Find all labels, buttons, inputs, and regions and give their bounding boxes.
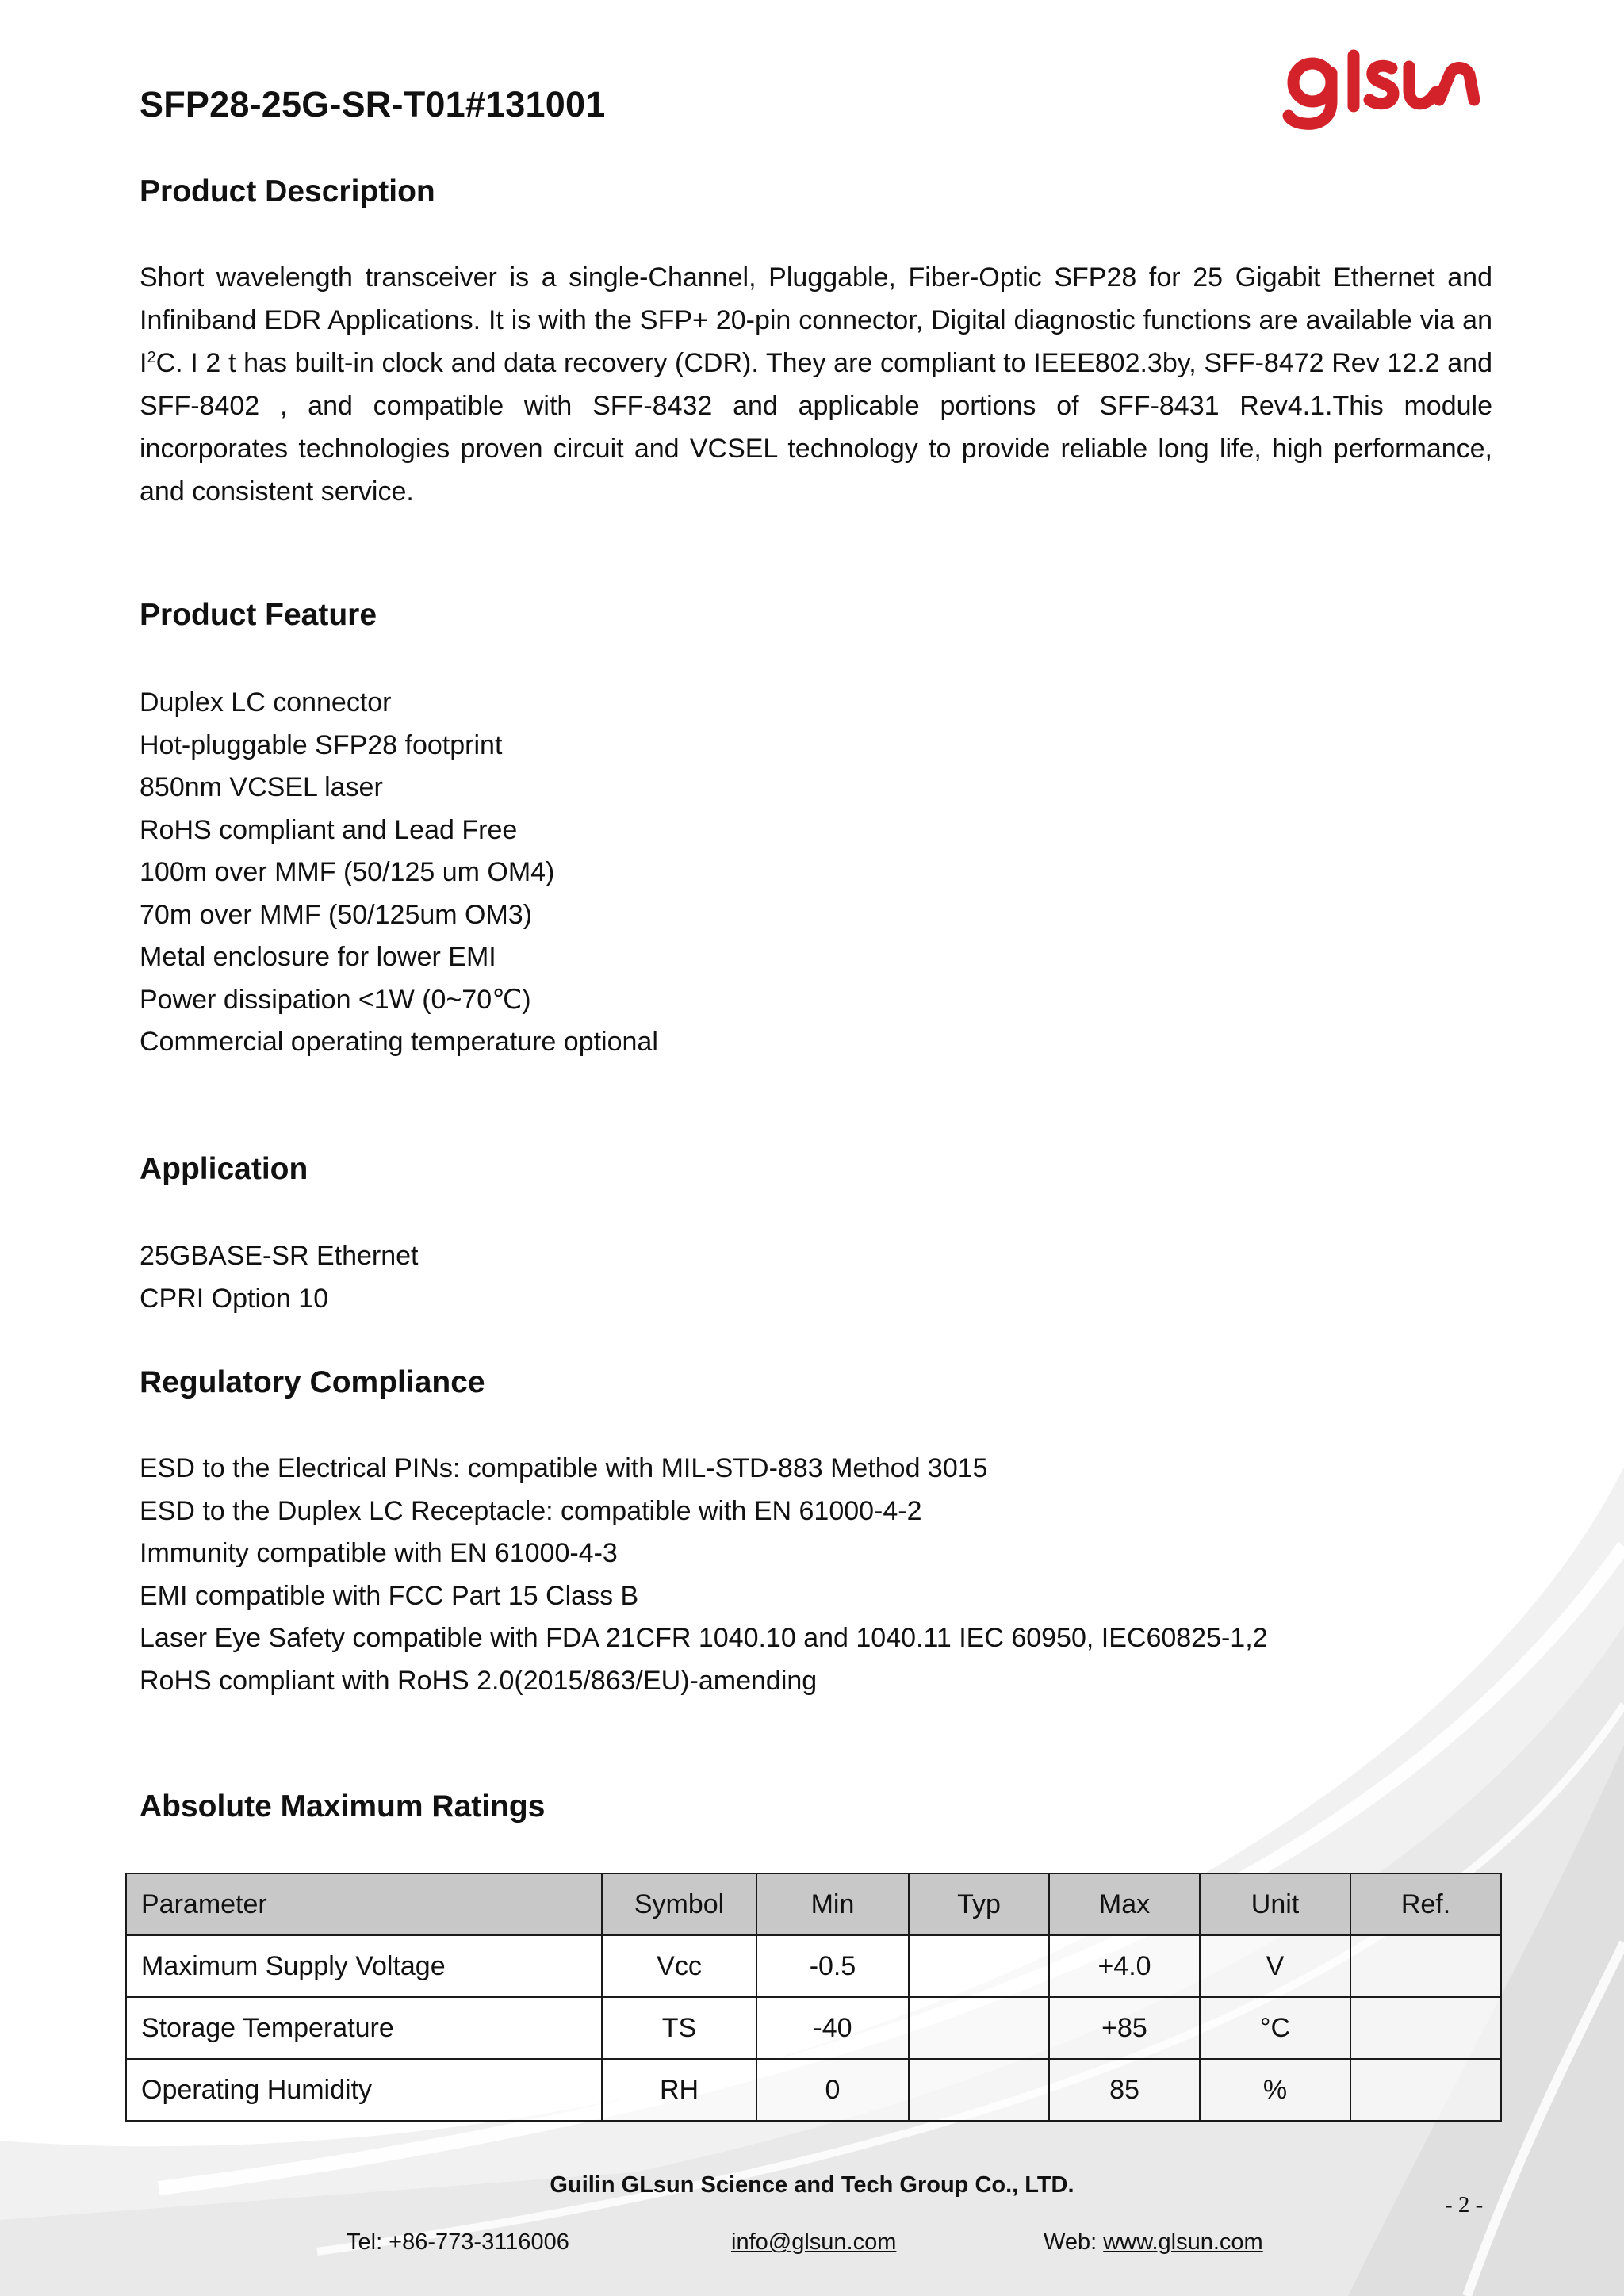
absolute-maximum-ratings-table: [125, 1873, 1502, 2122]
column-header-parameter: Parameter: [126, 1873, 602, 1935]
compliance-item: Laser Eye Safety compatible with FDA 21CFR 1040.10 and 1040.11 IEC 60950, IEC60825-1,2: [140, 1623, 1268, 1653]
cell-ref: [1350, 2059, 1501, 2121]
feature-item: Commercial operating temperature optional: [140, 1027, 658, 1057]
feature-item: 70m over MMF (50/125um OM3): [140, 899, 533, 930]
website-link[interactable]: www.glsun.com: [1103, 2229, 1263, 2255]
table-row: [126, 2059, 1501, 2121]
glsun-logo: [1281, 49, 1483, 132]
cell-min: -0.5: [756, 1935, 909, 1997]
cell-typ: [909, 2059, 1049, 2121]
description-superscript: 2: [147, 349, 156, 366]
column-header-max: Max: [1049, 1873, 1200, 1935]
website-label: Web:: [1044, 2229, 1104, 2255]
section-heading-absolute-maximum-ratings: Absolute Maximum Ratings: [140, 1789, 546, 1823]
cell-typ: [909, 1935, 1049, 1997]
cell-unit: °C: [1200, 1997, 1350, 2059]
footer-website: [1044, 2229, 1263, 2256]
column-header-ref: Ref.: [1350, 1873, 1501, 1935]
cell-typ: [909, 1997, 1049, 2059]
feature-item: 850nm VCSEL laser: [140, 772, 383, 802]
compliance-item: ESD to the Electrical PINs: compatible with MIL-STD-883 Method 3015: [140, 1453, 988, 1483]
column-header-symbol: Symbol: [602, 1873, 756, 1935]
cell-max: +4.0: [1049, 1935, 1200, 1997]
feature-item: Hot-pluggable SFP28 footprint: [140, 729, 503, 760]
cell-unit: %: [1200, 2059, 1350, 2121]
footer-telephone: Tel: +86-773-3116006: [347, 2229, 569, 2255]
footer-email-link[interactable]: [731, 2229, 896, 2256]
page-number: - 2 -: [1445, 2192, 1484, 2218]
email-link-text[interactable]: info@glsun.com: [731, 2229, 897, 2255]
section-heading-product-feature: Product Feature: [140, 598, 377, 632]
section-heading-product-description: Product Description: [140, 174, 435, 209]
column-header-unit: Unit: [1200, 1873, 1350, 1935]
section-heading-application: Application: [140, 1152, 308, 1186]
feature-item: Power dissipation <1W (0~70℃): [140, 984, 531, 1015]
compliance-item: RoHS compliant with RoHS 2.0(2015/863/EU)-amending: [140, 1665, 818, 1696]
application-item: CPRI Option 10: [140, 1283, 329, 1314]
cell-min: 0: [756, 2059, 909, 2121]
column-header-min: Min: [756, 1873, 909, 1935]
compliance-item: EMI compatible with FCC Part 15 Class B: [140, 1580, 639, 1611]
cell-symbol: Vcc: [602, 1935, 756, 1997]
cell-max: +85: [1049, 1997, 1200, 2059]
feature-item: RoHS compliant and Lead Free: [140, 814, 518, 845]
cell-parameter: Storage Temperature: [126, 1997, 602, 2059]
section-heading-regulatory-compliance: Regulatory Compliance: [140, 1365, 485, 1399]
cell-min: -40: [756, 1997, 909, 2059]
compliance-list: [140, 1448, 1268, 1702]
table-row: [126, 1935, 1501, 1997]
footer-company-name: Guilin GLsun Science and Tech Group Co., LTD.: [550, 2172, 1074, 2198]
column-header-typ: Typ: [909, 1873, 1049, 1935]
cell-max: 85: [1049, 2059, 1200, 2121]
cell-symbol: TS: [602, 1997, 756, 2059]
cell-unit: V: [1200, 1935, 1350, 1997]
cell-parameter: Operating Humidity: [126, 2059, 602, 2121]
cell-parameter: Maximum Supply Voltage: [126, 1935, 602, 1997]
table-row: [126, 1997, 1501, 2059]
compliance-item: ESD to the Duplex LC Receptacle: compatible with EN 61000-4-2: [140, 1495, 922, 1526]
table-header-row: [126, 1873, 1501, 1935]
application-list: [140, 1235, 419, 1320]
feature-list: [140, 682, 658, 1064]
description-text-part-1: Short wavelength transceiver is a single-Channel, Pluggable, Fiber-Optic SFP28 for 25 Gigabit Ethernet and Infiniband EDR Applications. It is with the SFP+ 20-pin connector, Digital diagnostic functions are available via an I: [140, 262, 1492, 378]
cell-ref: [1350, 1935, 1501, 1997]
application-item: 25GBASE-SR Ethernet: [140, 1241, 419, 1271]
document-title: SFP28-25G-SR-T01#131001: [140, 84, 606, 124]
feature-item: Duplex LC connector: [140, 687, 392, 718]
description-text-part-2: C. I 2 t has built-in clock and data recovery (CDR). They are compliant to IEEE802.3by, SFF-8472 Rev 12.2 and SFF-8402 , and compatible with SFF-8432 and applicable portions of SFF-8431 Rev4.1.This module incorporates technologies proven circuit and VCSEL technology to provide reliable long life, high performance, and consistent service.: [140, 348, 1492, 507]
product-description-paragraph: [140, 256, 1492, 513]
compliance-item: Immunity compatible with EN 61000-4-3: [140, 1538, 618, 1568]
feature-item: Metal enclosure for lower EMI: [140, 942, 496, 972]
feature-item: 100m over MMF (50/125 um OM4): [140, 857, 555, 887]
cell-symbol: RH: [602, 2059, 756, 2121]
cell-ref: [1350, 1997, 1501, 2059]
